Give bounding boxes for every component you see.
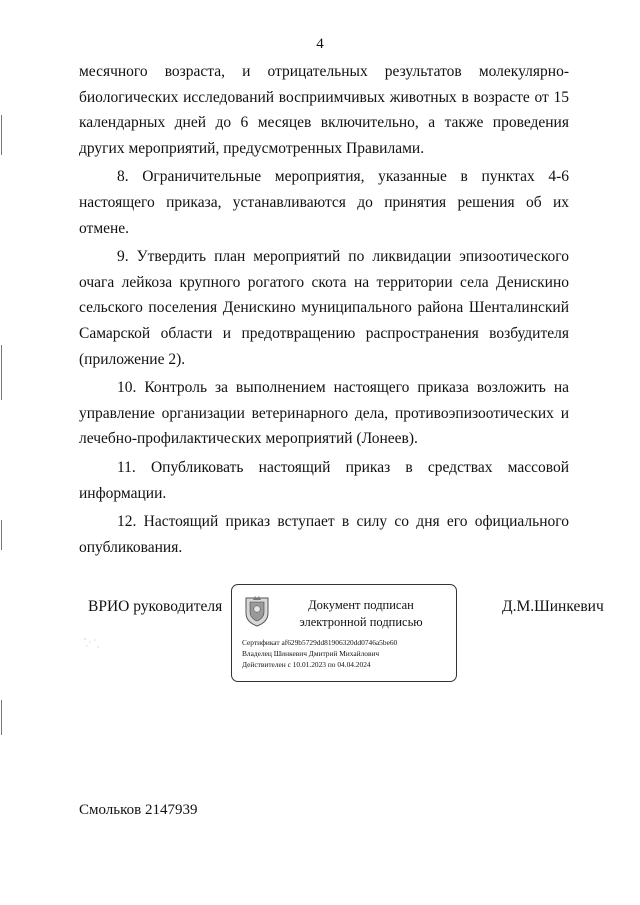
- stamp-details: [242, 637, 452, 670]
- stamp-title-line-1: Документ подписан: [308, 598, 414, 612]
- signatory-name: Д.М.Шинкевич: [502, 598, 604, 615]
- coat-of-arms-emblem-icon: [244, 595, 270, 627]
- document-body: [79, 59, 569, 560]
- scan-edge-mark: [1, 115, 2, 155]
- paragraph-item-12: 12. Настоящий приказ вступает в силу со дня его официального опубликования.: [79, 513, 569, 556]
- paragraph-item-10: 10. Контроль за выполнением настоящего приказа возложить на управление организации ветеринарного дела, противоэпизоотических и лечебно-профилактических мероприятий (Лонеев).: [79, 379, 569, 448]
- paragraph-continuation: месячного возраста, и отрицательных результатов молекулярно-биологических исследований восприимчивых животных в возрасте от 15 календарных дней до 6 месяцев включительно, а также проведения других мероприятий, предусмотренных Правилами.: [79, 63, 569, 157]
- paragraph-item-9: 9. Утвердить план мероприятий по ликвидации эпизоотического очага лейкоза крупного рогатого скота на территории села Денискино сельского поселения Денискино муниципального района Шенталинский Самарской области и предотвращению распространения возбудителя (приложение 2).: [79, 248, 569, 368]
- stamp-validity: Действителен с 10.01.2023 по 04.04.2024: [242, 660, 371, 669]
- electronic-signature-stamp: [231, 584, 457, 682]
- executor-info: Смольков 2147939: [79, 802, 198, 818]
- stamp-certificate: Сертификат af629b5729dd81906320dd0746a5be60: [242, 638, 398, 647]
- stamp-title: [276, 597, 446, 631]
- paragraph-item-11: 11. Опубликовать настоящий приказ в средствах массовой информации.: [79, 458, 569, 502]
- signatory-position: ВРИО руководителя: [88, 598, 223, 615]
- stamp-owner: Владелец Шинкевич Дмитрий Михайлович: [242, 649, 380, 658]
- paragraph-item-8: 8. Ограничительные мероприятия, указанные в пунктах 4-6 настоящего приказа, устанавливаются до принятия решения об их отмене.: [79, 168, 569, 237]
- scan-artifact: [82, 636, 102, 650]
- scan-edge-mark: [1, 700, 2, 735]
- page-number: 4: [316, 36, 324, 52]
- scan-edge-mark: [1, 345, 2, 400]
- scan-edge-mark: [1, 520, 2, 550]
- stamp-title-line-2: электронной подписью: [299, 615, 423, 629]
